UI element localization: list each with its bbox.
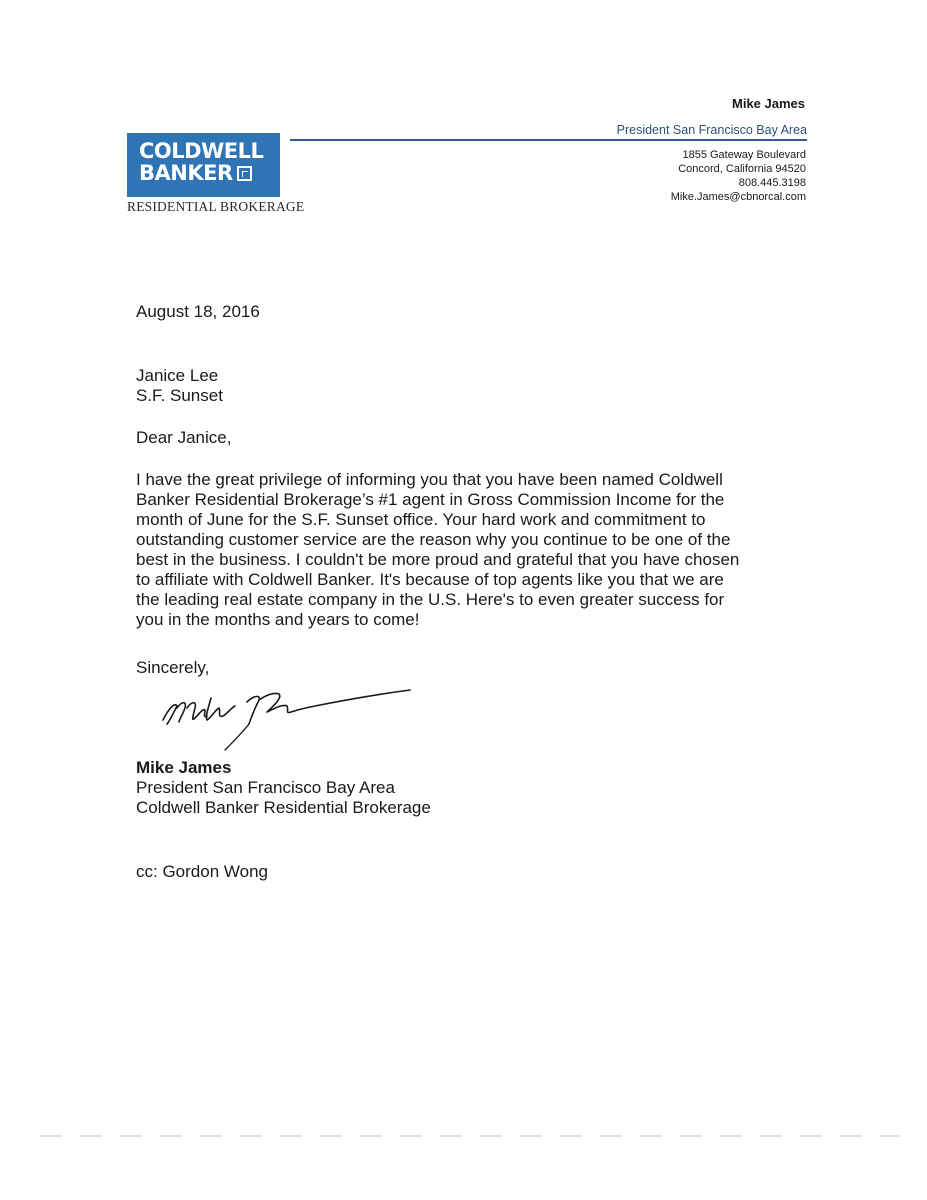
signature-block: [136, 758, 796, 818]
logo-text-line2: [139, 161, 252, 185]
logo-mark-icon: [237, 166, 252, 181]
body-line: to affiliate with Coldwell Banker. It's because of top agents like you that we are: [136, 570, 724, 589]
sender-title: President San Francisco Bay Area: [616, 123, 807, 137]
body-line: you in the months and years to come!: [136, 610, 420, 629]
salutation: Dear Janice,: [136, 428, 232, 447]
body-line: outstanding customer service are the reason why you continue to be one of the: [136, 530, 731, 549]
sender-address: [671, 148, 806, 204]
body-line: I have the great privilege of informing you that you have been named Coldwell: [136, 470, 723, 489]
address-line: 1855 Gateway Boulevard: [682, 149, 806, 161]
cc-line: cc: Gordon Wong: [136, 862, 268, 881]
body-line: Banker Residential Brokerage’s #1 agent in Gross Commission Income for the: [136, 490, 725, 509]
scan-artifact-line: [40, 1135, 900, 1137]
logo-subtitle: RESIDENTIAL BROKERAGE: [127, 199, 305, 214]
body-line: best in the business. I couldn't be more proud and grateful that you have chosen: [136, 550, 740, 569]
handwritten-signature: [155, 678, 415, 756]
signer-name: Mike James: [136, 758, 232, 777]
body-line: month of June for the S.F. Sunset office. Your hard work and commitment to: [136, 510, 706, 529]
logo-text-line1: COLDWELL: [139, 139, 264, 163]
signer-title: President San Francisco Bay Area: [136, 778, 395, 797]
signer-company: Coldwell Banker Residential Brokerage: [136, 798, 431, 817]
company-logo: [127, 133, 280, 197]
recipient-name: Janice Lee: [136, 366, 219, 385]
body-line: the leading real estate company in the U.S. Here's to even greater success for: [136, 590, 725, 609]
logo-text-banker: BANKER: [139, 161, 233, 185]
letterhead-divider: [290, 139, 807, 141]
email-address: Mike.James@cbnorcal.com: [670, 191, 806, 203]
recipient-block: [136, 366, 796, 406]
address-line: Concord, California 94520: [678, 163, 806, 175]
recipient-office: S.F. Sunset: [136, 386, 223, 405]
letter-body: [136, 470, 796, 630]
sender-name: Mike James: [732, 96, 805, 111]
closing: Sincerely,: [136, 658, 210, 677]
phone-number: 808.445.3198: [738, 177, 806, 189]
letter-date: August 18, 2016: [136, 302, 260, 321]
